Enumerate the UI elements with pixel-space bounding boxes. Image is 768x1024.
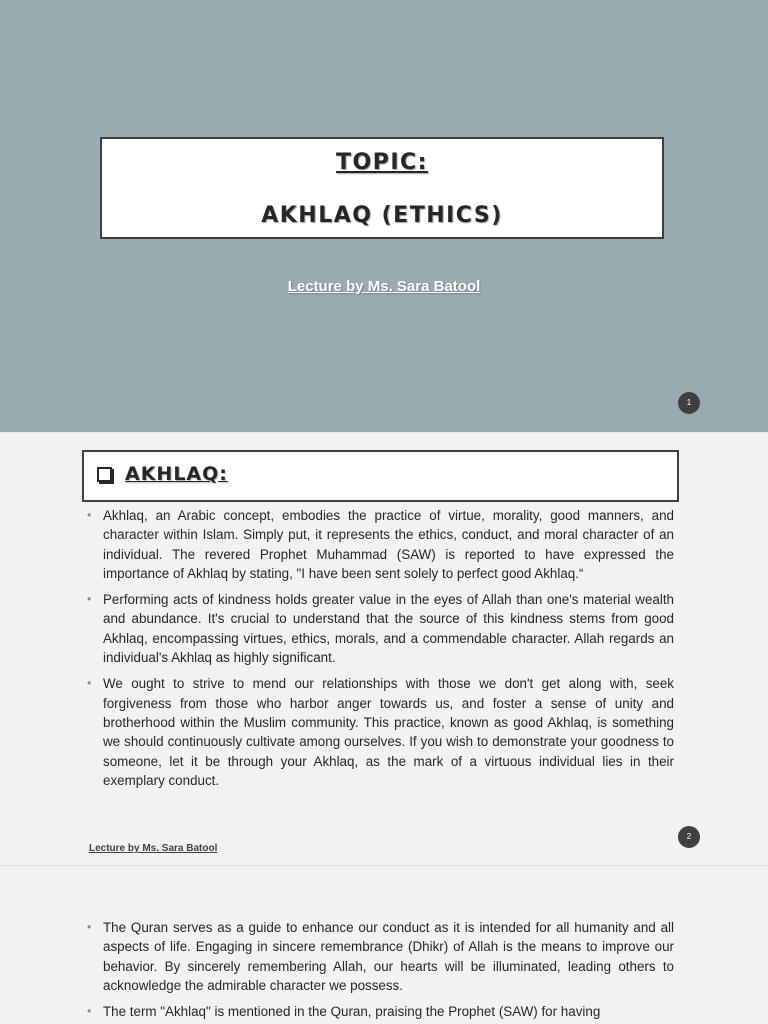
bullet-text: Akhlaq, an Arabic concept, embodies the practice of virtue, morality, good manners, and character within Islam. Simply put, it represents the ethics, conduct, and moral character of an individual. The revered Prophet Muhammad (SAW) is reported to have expressed the importance of Akhlaq by stating, "I have been sent solely to perfect good Akhlaq.“ [103,508,674,581]
bullet-item [87,590,674,667]
heading-box [82,450,679,502]
bullet-text: The term "Akhlaq" is mentioned in the Quran, praising the Prophet (SAW) for having [103,1004,601,1020]
bullet-item [87,506,674,583]
slide-1 [0,0,768,432]
slide-3 [0,865,768,1024]
title-topic: TOPIC: [336,150,428,175]
bullet-text: Performing acts of kindness holds greater value in the eyes of Allah than one's material wealth and abundance. It's crucial to understand that the source of this kindness stems from good Akhlaq, encompassing virtues, ethics, morals, and a commendable character. Allah regards an individual's Akhlaq as highly significant. [103,592,674,666]
bullet-item [87,1002,674,1021]
title-box [100,137,664,239]
bullet-item [87,918,674,995]
section-heading: AKHLAQ: [125,463,228,485]
lecture-credit: Lecture by Ms. Sara Batool [287,278,481,295]
bullet-dot-icon: • [87,1004,92,1019]
bullet-item [87,674,674,790]
page-number-badge: 2 [678,826,700,848]
bullet-list [87,506,674,797]
title-subject: AKHLAQ (ETHICS) [261,203,503,228]
bullet-dot-icon: • [87,676,92,691]
page-number-badge: 1 [678,392,700,414]
bullet-text: The Quran serves as a guide to enhance our conduct as it is intended for all humanity and all aspects of life. Engaging in sincere remembrance (Dhikr) of Allah is the means to improve our behavior. By sincerely remembering Allah, our hearts will be illuminated, leading others to acknowledge the admirable character we possess. [103,920,674,993]
bullet-dot-icon: • [87,920,92,934]
lecture-footer: Lecture by Ms. Sara Batool [89,843,218,854]
checkbox-bullet-icon [97,467,112,482]
bullet-text: We ought to strive to mend our relationships with those we don't get along with, seek forgiveness from those who harbor anger towards us, and foster a sense of unity and brotherhood within the Muslim community. This practice, known as good Akhlaq, is something we should continuously cultivate among ourselves. If you wish to demonstrate your goodness to someone, let it be through your Akhlaq, as the mark of a virtuous individual lies in their exemplary conduct. [103,676,674,788]
bullet-list [87,918,674,1024]
bullet-dot-icon: • [87,592,92,607]
slide-2 [0,432,768,865]
bullet-dot-icon: • [87,508,92,522]
